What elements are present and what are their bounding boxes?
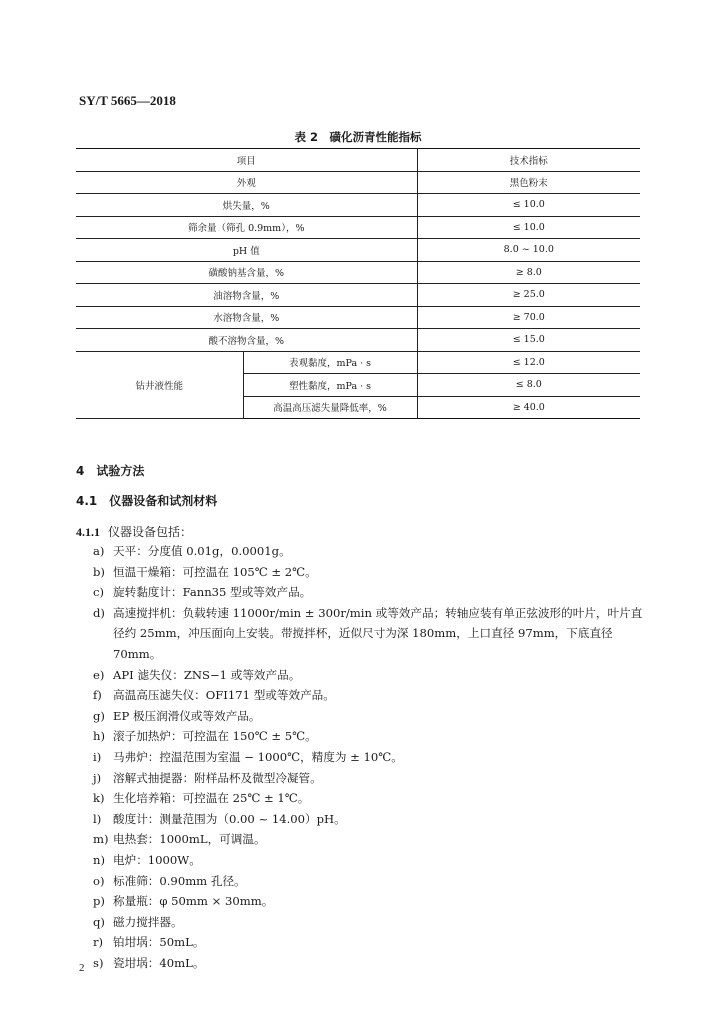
list-item (93, 850, 653, 871)
row-spec: 8.0 ~ 10.0 (417, 239, 640, 262)
list-item (93, 871, 653, 892)
list-item (93, 912, 653, 933)
list-text: 电热套：1000mL，可调温。 (113, 832, 266, 847)
list-item (93, 747, 653, 768)
list-item (93, 953, 653, 974)
list-item (93, 665, 653, 686)
list-text: 旋转黏度计：Fann35 型或等效产品。 (113, 585, 312, 600)
group-row-spec: ≤ 8.0 (417, 374, 640, 397)
list-text: API 滤失仪：ZNS−1 或等效产品。 (113, 667, 301, 682)
header-spec: 技术指标 (417, 149, 640, 172)
list-marker: g) (93, 708, 105, 723)
list-marker: b) (93, 564, 105, 579)
table-row (76, 239, 640, 262)
group-row-item: 表观黏度，mPa · s (243, 351, 417, 374)
clause-number: 4.1.1 (76, 525, 100, 539)
clause-4-1-1 (76, 523, 192, 540)
list-item (93, 706, 653, 727)
table-row (76, 216, 640, 239)
list-text: 马弗炉：控温范围为室温 − 1000℃，精度为 ± 10℃。 (113, 749, 403, 764)
table-row (76, 261, 640, 284)
group-label: 钻井液性能 (76, 351, 243, 419)
table-header-row (76, 149, 640, 172)
list-marker: h) (93, 729, 105, 744)
list-text: 溶解式抽提器：附样品杯及微型冷凝管。 (113, 770, 322, 785)
table-row (76, 306, 640, 329)
group-row-item: 塑性黏度，mPa · s (243, 374, 417, 397)
list-marker: o) (93, 873, 105, 888)
list-marker: j) (93, 770, 102, 785)
group-row-item: 高温高压滤失量降低率，% (243, 396, 417, 419)
list-marker: e) (93, 667, 105, 682)
header-item: 项目 (76, 149, 417, 172)
list-text: EP 极压润滑仪或等效产品。 (113, 708, 261, 723)
table-row (76, 351, 640, 374)
row-spec: ≤ 15.0 (417, 329, 640, 352)
group-row-spec: ≥ 40.0 (417, 396, 640, 419)
table-row (76, 329, 640, 352)
row-spec: 黑色粉末 (417, 171, 640, 194)
list-text: 酸度计：测量范围为（0.00 ~ 14.00）pH。 (113, 811, 346, 826)
row-spec: ≤ 10.0 (417, 216, 640, 239)
list-text: 瓷坩埚：40mL。 (113, 955, 205, 970)
row-item: pH 值 (76, 239, 417, 262)
list-text: 称量瓶：φ 50mm × 30mm。 (113, 894, 274, 909)
row-item: 油溶物含量，% (76, 284, 417, 307)
list-item (93, 809, 653, 830)
spec-table (76, 148, 640, 419)
page-number: 2 (79, 962, 85, 974)
subsection-heading: 4.1 仪器设备和试剂材料 (76, 494, 218, 508)
list-marker: c) (93, 585, 105, 600)
list-item (93, 891, 653, 912)
list-marker: n) (93, 852, 105, 867)
section-heading: 4 试验方法 (76, 464, 145, 478)
table-row (76, 171, 640, 194)
list-text: 恒温干燥箱：可控温在 105℃ ± 2℃。 (113, 564, 317, 579)
standard-code: SY/T 5665—2018 (79, 93, 176, 108)
row-item: 酸不溶物含量，% (76, 329, 417, 352)
table-row (76, 284, 640, 307)
list-text: 电炉：1000W。 (113, 852, 201, 867)
list-text: 磁力搅拌器。 (113, 914, 183, 929)
list-item (93, 562, 653, 583)
list-item (93, 768, 653, 789)
list-marker: d) (93, 605, 105, 620)
list-text: 高速搅拌机：负载转速 11000r/min ± 300r/min 或等效产品；转轴应装有单正弦波形的叶片，叶片直径约 25mm，冲压面向上安装。带搅拌杯，近似尺寸为深 180mm，上口直径 97mm，下底直径 70mm。 (113, 605, 643, 661)
row-item: 水溶物含量，% (76, 306, 417, 329)
list-text: 天平：分度值 0.01g，0.0001g。 (113, 544, 291, 558)
row-spec: ≥ 8.0 (417, 261, 640, 284)
list-marker: k) (93, 791, 105, 806)
list-item (93, 541, 653, 562)
row-item: 磺酸钠基含量，% (76, 261, 417, 284)
list-text: 标准筛：0.90mm 孔径。 (113, 873, 246, 888)
list-marker: a) (93, 544, 105, 558)
group-row-spec: ≤ 12.0 (417, 351, 640, 374)
list-item (93, 685, 653, 706)
row-spec: ≥ 70.0 (417, 306, 640, 329)
list-text: 铂坩埚：50mL。 (113, 935, 205, 950)
row-spec: ≥ 25.0 (417, 284, 640, 307)
list-marker: s) (93, 955, 104, 970)
list-text: 高温高压滤失仪：OFI171 型或等效产品。 (113, 688, 335, 703)
row-spec: ≤ 10.0 (417, 194, 640, 217)
list-item (93, 726, 653, 747)
list-marker: m) (93, 832, 109, 847)
row-item: 筛余量（筛孔 0.9mm），% (76, 216, 417, 239)
list-marker: l) (93, 811, 102, 826)
list-item (93, 582, 653, 603)
list-marker: p) (93, 894, 105, 909)
list-item (93, 603, 653, 665)
list-marker: i) (93, 749, 102, 764)
list-marker: r) (93, 935, 104, 950)
table-row (76, 194, 640, 217)
table-caption: 表 2 磺化沥青性能指标 (294, 130, 422, 144)
list-text: 滚子加热炉：可控温在 150℃ ± 5℃。 (113, 729, 317, 744)
clause-text: 仪器设备包括： (108, 525, 193, 539)
list-marker: q) (93, 914, 105, 929)
list-text: 生化培养箱：可控温在 25℃ ± 1℃。 (113, 791, 310, 806)
list-item (93, 788, 653, 809)
row-item: 烘失量，% (76, 194, 417, 217)
list-item (93, 829, 653, 850)
equipment-list (93, 541, 653, 973)
row-item: 外观 (76, 171, 417, 194)
list-marker: f) (93, 688, 102, 703)
list-item (93, 932, 653, 953)
